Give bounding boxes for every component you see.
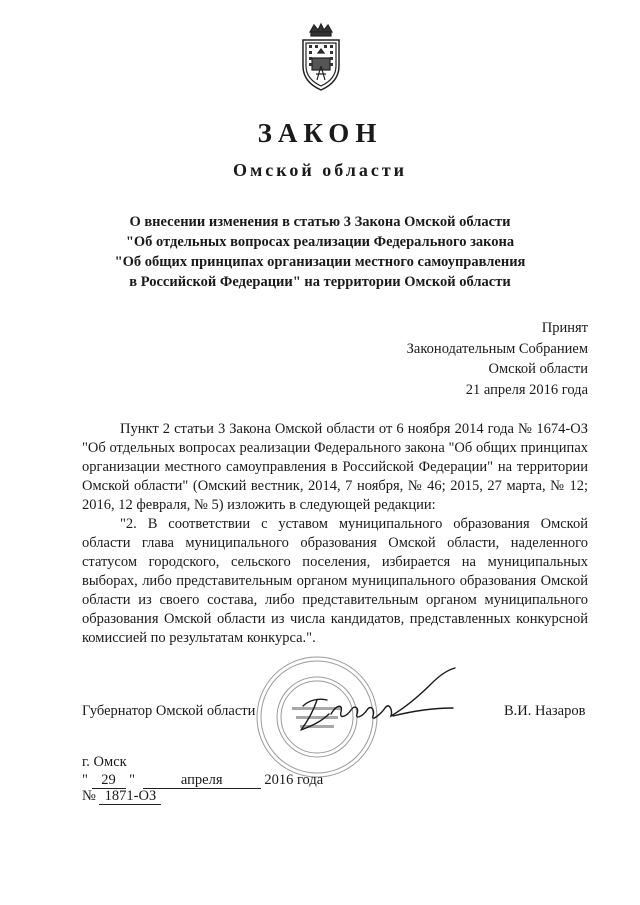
adoption-line: Законодательным Собранием: [406, 340, 588, 357]
document-title: ЗАКОН: [257, 118, 383, 148]
law-heading: [90, 212, 550, 292]
adoption-line: 21 апреля 2016 года: [465, 381, 588, 398]
coat-of-arms-icon: [296, 22, 346, 94]
signing-day: 29: [92, 773, 126, 789]
quote-close: ": [129, 772, 136, 788]
adoption-line: Омской области: [488, 361, 588, 377]
adoption-line: Принят: [541, 320, 588, 336]
body-paragraph: "2. В соответствии с уставом муниципального образования Омской области глава муниципального образования Омской области, наделенного статусом городского, сельского поселения, избирается на муниципальных выборах, либо представительным органом муниципального образования Омской области из своего состава, либо представительным органом муниципального образования Омской области из числа кандидатов, представленных конкурсной комиссией по результатам конкурса.".: [82, 516, 588, 646]
signing-date: [82, 772, 323, 789]
law-body: [82, 420, 588, 648]
signatory-position: Губернатор Омской области: [82, 703, 256, 719]
document-subtitle: Омской области: [232, 160, 408, 180]
quote-open: ": [82, 772, 88, 788]
heading-line: "Об общих принципах организации местного самоуправления: [114, 254, 526, 270]
heading-line: в Российской Федерации" на территории Омской области: [129, 274, 511, 290]
heading-line: "Об отдельных вопросах реализации Федерального закона: [125, 234, 515, 250]
signatory-name: В.И. Назаров: [504, 703, 586, 719]
number-value: 1871-ОЗ: [99, 789, 161, 805]
signing-year: 2016 года: [264, 772, 324, 788]
signature-icon: [283, 664, 473, 744]
place-of-signing: г. Омск: [82, 754, 127, 770]
signing-month: апреля: [143, 773, 261, 789]
law-number: [82, 788, 161, 805]
heading-line: О внесении изменения в статью 3 Закона Омской области: [129, 214, 511, 230]
number-prefix: №: [82, 788, 96, 804]
adoption-block: [407, 318, 588, 400]
body-paragraph: Пункт 2 статьи 3 Закона Омской области от 6 ноября 2014 года № 1674-ОЗ "Об отдельных вопросах реализации Федерального закона "Об общих принципах организации местного самоуправления в Российской Федерации" на территории Омской области" (Омский вестник, 2014, 7 ноября, № 46; 2015, 27 марта, № 12; 2016, 12 февраля, № 5) изложить в следующей редакции:: [82, 421, 588, 513]
